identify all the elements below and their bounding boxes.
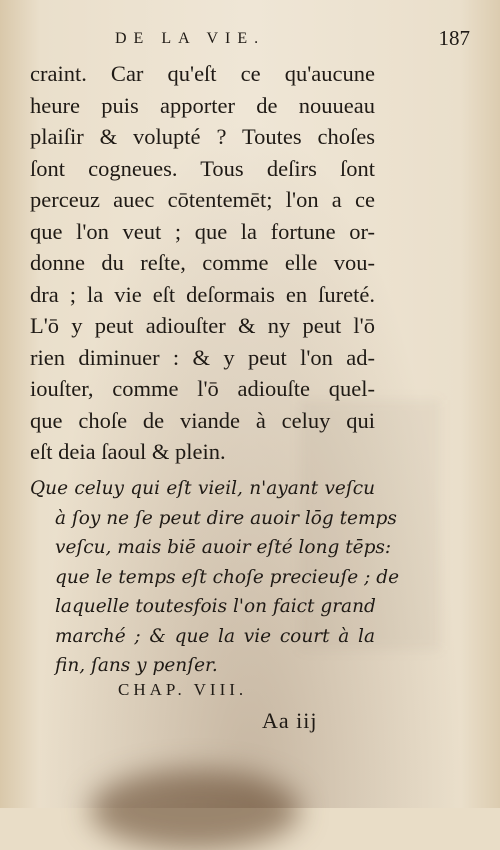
- text-line: eſt deia ſaoul & plein.: [30, 439, 226, 464]
- summary-line: laquelle toutesfois l'on faict grand: [55, 596, 376, 617]
- page-header: [30, 26, 470, 58]
- text-line: plaiſir & volupté ? Toutes choſes: [30, 124, 375, 149]
- text-line: rien diminuer : & y peut l'on ad-: [30, 344, 375, 370]
- text-line: iouſter, comme l'ō adiouſte quel-: [30, 376, 375, 401]
- chapter-summary: [30, 474, 400, 681]
- summary-line: marché ; & que la vie court à la: [55, 625, 375, 647]
- summary-line: à ſoy ne ſe peut dire auoir lōg temps: [55, 507, 397, 529]
- summary-line: fin, ſans y penſer.: [55, 655, 218, 676]
- summary-line: Que celuy qui eſt vieil, n'ayant veſcu: [30, 478, 375, 499]
- text-line: que choſe de viande à celuy qui: [30, 407, 375, 433]
- signature-mark: Aa iij: [262, 708, 318, 733]
- text-line: perceuz auec cōtentemēt; l'on a ce: [30, 187, 375, 212]
- summary-line: que le temps eſt choſe precieuſe ; de: [55, 566, 400, 588]
- body-paragraph: [30, 58, 375, 468]
- running-head: DE LA VIE.: [115, 30, 266, 47]
- text-line: donne du reſte, comme elle vou-: [30, 250, 375, 275]
- text-line: craint. Car qu'eſt ce qu'aucune: [30, 61, 375, 86]
- text-line: heure puis apporter de nouueau: [30, 92, 375, 118]
- chapter-heading: CHAP. VIII.: [118, 680, 248, 699]
- text-line: ſont cogneues. Tous deſirs ſont: [30, 155, 375, 181]
- summary-line: veſcu, mais biē auoir eſté long tēps:: [55, 537, 392, 558]
- text-line: dra ; la vie eſt deſormais en ſureté.: [30, 281, 375, 307]
- text-line: que l'on veut ; que la fortune or-: [30, 218, 375, 244]
- page-number: 187: [438, 26, 470, 50]
- page-stain: [90, 770, 300, 850]
- text-line: L'ō y peut adiouſter & ny peut l'ō: [30, 313, 375, 338]
